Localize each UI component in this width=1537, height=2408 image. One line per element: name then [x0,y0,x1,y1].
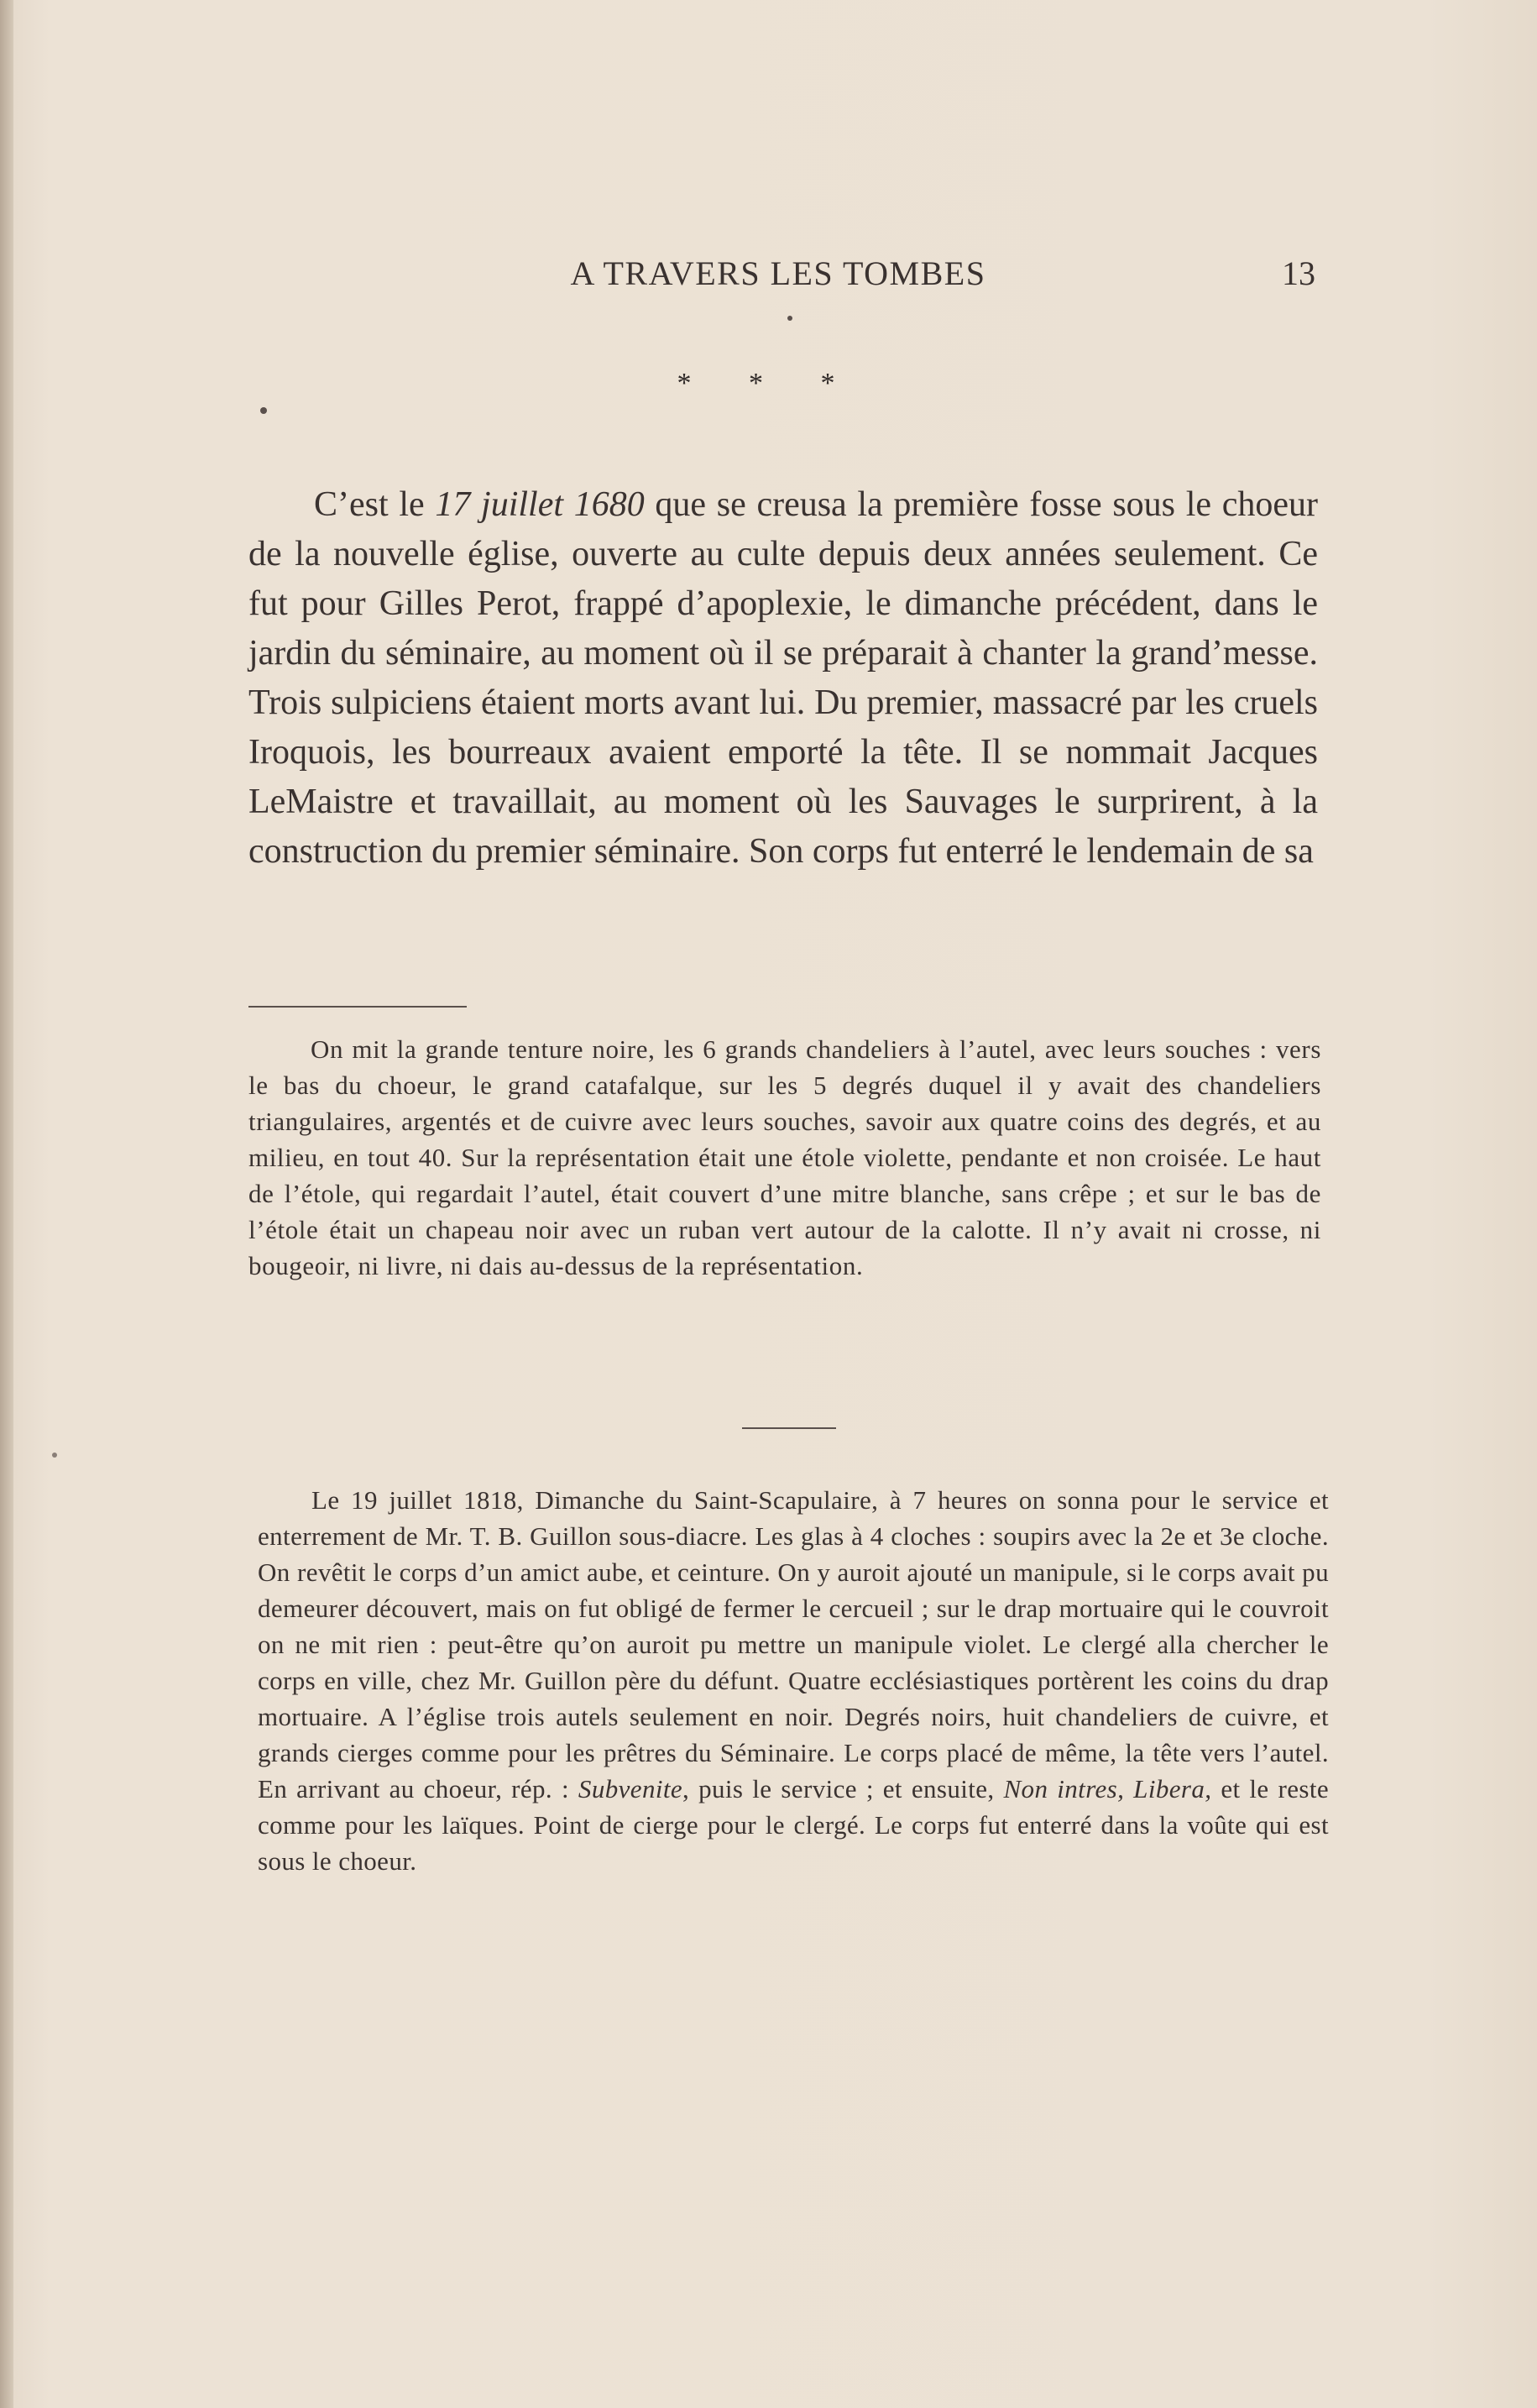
page-header [252,254,1326,304]
ink-speck [52,1453,57,1458]
footnote [248,1031,1321,1284]
page-number: 13 [1282,254,1315,292]
record-part-1: Le 19 juillet 1818, Dimanche du Saint-Scapulaire, à 7 heures on sonna pour le service et enterrement de Mr. T. B. Guillon sous-diacre. Les glas à 4 cloches : soupirs avec la 2e et 3e cloche. On revêtit le corps d’un amict aube, et ceinture. On y auroit ajouté un manipule, si le corps avait pu demeurer découvert, mais on fut obligé de fermer le cercueil ; sur le drap mortuaire qui le couvroit on ne mit rien : peut-être qu’on auroit pu mettre un manipule violet. Le clergé alla chercher le corps en ville, chez Mr. Guillon père du défunt. Quatre ecclésiastiques portèrent les coins du drap mortuaire. A l’église trois autels seulement en noir. Degrés noirs, huit chandeliers de cuivre, et grands cierges comme pour les prêtres du Séminaire. Le corps placé de même, la tête vers l’autel. En arrivant au choeur, rép. : [258,1485,1329,1803]
record-italic-non-intres: Non intres, Libera, [1003,1774,1212,1803]
footnote-rule [248,1006,467,1008]
main-text-lead: C’est le [314,485,436,524]
main-paragraph-text [248,480,1318,877]
burial-record [258,1482,1329,1879]
record-part-3: et le reste comme pour les laïques. Point de cierge pour le clergé. Le corps fut enterré dans la voûte qui est sous le choeur. [258,1774,1329,1876]
main-paragraph [248,480,1318,877]
running-title: A TRAVERS LES TOMBES [570,254,986,292]
book-spine-shadow [0,0,13,2408]
record-part-2: , puis le service ; et ensuite, [682,1774,1004,1803]
ink-speck [787,316,792,321]
burial-record-text [258,1482,1329,1879]
ink-speck [260,407,267,414]
main-text-date: 17 juillet 1680 [435,485,645,524]
main-text-body: que se creusa la première fosse sous le choeur de la nouvelle église, ouverte au culte depuis deux années seulement. Ce fut pour Gilles Perot, frappé d’apoplexie, le dimanche précédent, dans le jardin du séminaire, au moment où il se préparait à chanter la grand’messe. Trois sulpiciens étaient morts avant lui. Du premier, massacré par les cruels Iroquois, les bourreaux avaient emporté la tête. Il se nommait Jacques LeMaistre et travaillait, au moment où les Sauvages le surprirent, à la construction du premier séminaire. Son corps fut enterré le lendemain de sa [248,485,1318,871]
record-italic-subvenite: Subvenite [578,1774,683,1803]
section-divider [742,1427,836,1429]
footnote-text: On mit la grande tenture noire, les 6 grands chandeliers à l’autel, avec leurs souches : vers le bas du choeur, le grand catafalque, sur les 5 degrés duquel il y avait des chandeliers triangulaires, argentés et de cuivre avec leurs souches, savoir aux quatre coins des degrés, et au milieu, en tout 40. Sur la représentation était une étole violette, pendante et non croisée. Le haut de l’étole, qui regardait l’autel, était couvert d’une mitre blanche, sans crêpe ; et sur le bas de l’étole était un chapeau noir avec un ruban vert autour de la calotte. Il n’y avait ni crosse, ni bougeoir, ni livre, ni dais au-dessus de la représentation. [248,1034,1321,1280]
section-ornament: * * * [677,368,860,399]
